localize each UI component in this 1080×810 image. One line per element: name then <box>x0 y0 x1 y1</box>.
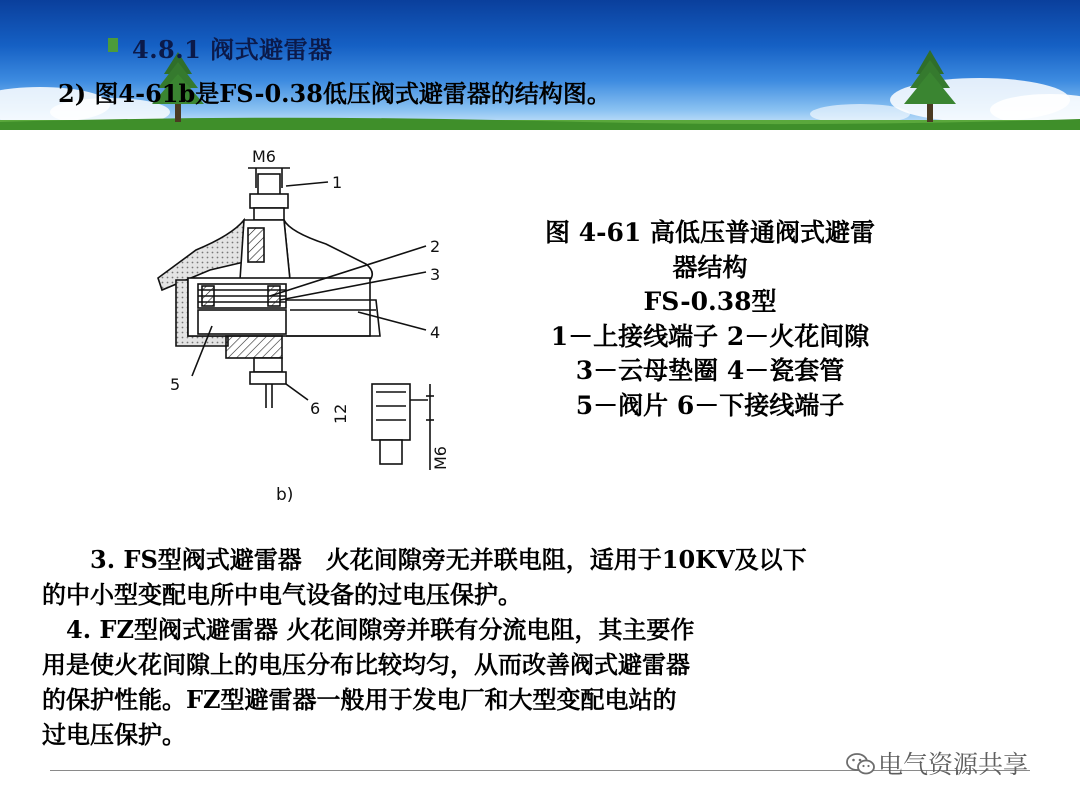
body-text <box>42 542 1032 752</box>
caption-line: 1－上接线端子 2－火花间隙 <box>550 321 870 351</box>
callout-4: 4 <box>430 323 441 342</box>
slide-subtitle: 2) 图4-61b是FS-0.38低压阀式避雷器的结构图。 <box>58 79 611 108</box>
callout-5: 5 <box>170 375 181 394</box>
arrester-structure-figure <box>140 140 480 520</box>
callout-2: 2 <box>430 237 441 256</box>
body-line: 的保护性能。FZ型避雷器一般用于发电厂和大型变配电站的 <box>42 685 677 714</box>
body-line: 用是使火花间隙上的电压分布比较均匀，从而改善阀式避雷器 <box>42 650 690 679</box>
body-line: 的中小型变配电所中电气设备的过电压保护。 <box>42 580 522 609</box>
section-bullet-icon <box>108 38 118 52</box>
label-m6-top: M6 <box>252 147 276 166</box>
dim-12: 12 <box>331 403 350 424</box>
body-line: 4. FZ型阀式避雷器 火花间隙旁并联有分流电阻，其主要作 <box>42 615 695 644</box>
sky-landscape-graphic <box>0 0 1080 130</box>
caption-line: 5－阀片 6－下接线端子 <box>575 390 845 420</box>
caption-line: FS-0.38型 <box>643 287 777 316</box>
callout-6: 6 <box>310 399 321 418</box>
callout-3: 3 <box>430 265 441 284</box>
wechat-icon <box>846 752 876 776</box>
body-line: 3. FS型阀式避雷器 火花间隙旁无并联电阻，适用于10KV及以下 <box>42 545 807 574</box>
caption-line: 图 4-61 高低压普通阀式避雷 <box>545 218 875 247</box>
callout-1: 1 <box>332 173 343 192</box>
watermark-text: 电气资源共享 <box>878 750 1029 779</box>
figure-sub-label: b) <box>276 485 294 505</box>
figure-caption <box>505 216 915 423</box>
dim-m6-bottom: M6 <box>431 446 450 470</box>
caption-line: 器结构 <box>672 252 748 282</box>
caption-line: 3－云母垫圈 4－瓷套管 <box>575 356 845 385</box>
body-line: 过电压保护。 <box>42 720 186 749</box>
section-title: 4.8.1 阀式避雷器 <box>132 35 333 64</box>
header-banner <box>0 0 1080 130</box>
